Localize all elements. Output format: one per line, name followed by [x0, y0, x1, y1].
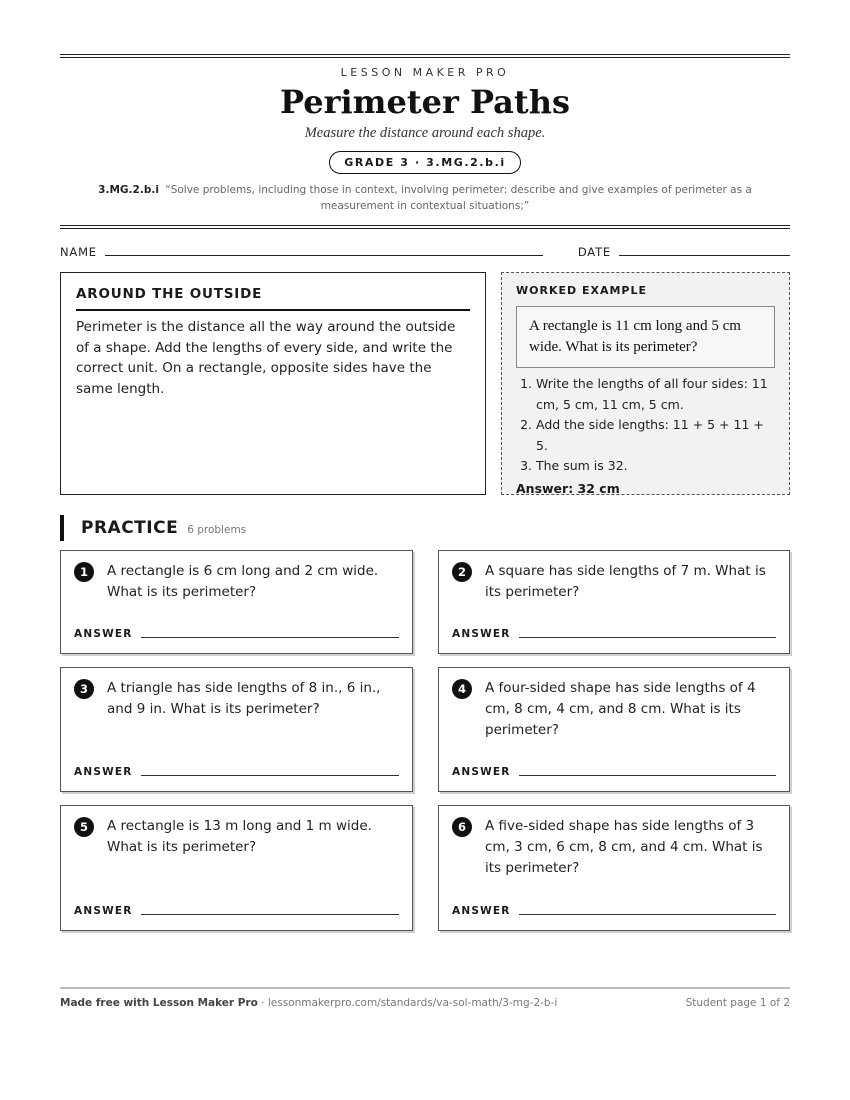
problem-card-6: [438, 805, 790, 931]
worksheet-page: [60, 54, 790, 931]
footer-credit: [60, 997, 557, 1009]
answer-label: ANSWER: [452, 905, 511, 917]
problem-number: 1: [74, 562, 94, 582]
worked-example-answer: Answer: 32 cm: [516, 480, 620, 496]
problem-card-1: [60, 550, 413, 654]
problem-text: A five-sided shape has side lengths of 3 cm, 3 cm, 6 cm, 8 cm, and 4 cm. What is its perimeter?: [485, 818, 763, 876]
standard-text: “Solve problems, including those in context, involving perimeter: describe and give examples of perimeter as a measurement in contextual situations;”: [165, 184, 752, 212]
page-footer: [60, 987, 790, 1009]
intro-section: [60, 272, 790, 495]
grade-badge: GRADE 3 · 3.MG.2.b.i: [329, 151, 521, 174]
name-label: NAME: [60, 245, 97, 259]
worked-step: 1. Write the lengths of all four sides: 11 cm, 5 cm, 11 cm, 5 cm.: [536, 374, 775, 415]
concept-box: [60, 272, 486, 495]
problem-number: 3: [74, 679, 94, 699]
answer-field[interactable]: [519, 775, 776, 776]
answer-label: ANSWER: [452, 628, 511, 640]
problem-card-3: [60, 667, 413, 792]
header-divider: [60, 225, 790, 229]
date-field[interactable]: [619, 255, 790, 256]
problem-number: 6: [452, 817, 472, 837]
answer-label: ANSWER: [74, 766, 133, 778]
worked-example-heading: WORKED EXAMPLE: [516, 284, 647, 297]
page-subtitle: Measure the distance around each shape.: [304, 125, 546, 141]
worked-example-box: [501, 272, 790, 495]
worked-step: 2. Add the side lengths: 11 + 5 + 11 + 5.: [536, 415, 775, 456]
answer-label: ANSWER: [452, 766, 511, 778]
name-field[interactable]: [105, 255, 543, 256]
practice-grid: [60, 550, 790, 931]
answer-label: ANSWER: [74, 628, 133, 640]
page-title: Perimeter Paths: [280, 83, 570, 121]
worked-example-steps: [516, 374, 775, 477]
problem-text: A triangle has side lengths of 8 in., 6 in., and 9 in. What is its perimeter?: [107, 680, 381, 717]
standard-description: [60, 182, 790, 214]
date-label: DATE: [577, 245, 611, 259]
problem-card-4: [438, 667, 790, 792]
problem-text: A square has side lengths of 7 m. What is its perimeter?: [485, 563, 766, 600]
answer-field[interactable]: [141, 637, 399, 638]
practice-header: [60, 515, 790, 541]
footer-page-number: Student page 1 of 2: [685, 997, 790, 1009]
answer-field[interactable]: [519, 914, 776, 915]
problem-number: 2: [452, 562, 472, 582]
answer-field[interactable]: [141, 775, 399, 776]
problem-count: 6 problems: [187, 524, 247, 536]
problem-number: 4: [452, 679, 472, 699]
worked-step: 3. The sum is 32.: [536, 456, 775, 477]
concept-body: Perimeter is the distance all the way around the outside of a shape. Add the lengths of every side, and write the correct unit. On a rectangle, opposite sides have the same length.: [76, 319, 456, 397]
worked-example-question: A rectangle is 11 cm long and 5 cm wide. What is its perimeter?: [516, 306, 775, 368]
footer-made-with: Made free with Lesson Maker Pro: [60, 997, 258, 1009]
brand-name: LESSON MAKER PRO: [340, 66, 510, 79]
answer-label: ANSWER: [74, 905, 133, 917]
problem-text: A rectangle is 13 m long and 1 m wide. What is its perimeter?: [107, 818, 372, 855]
footer-url: · lessonmakerpro.com/standards/va-sol-math/3-mg-2-b-i: [257, 997, 558, 1009]
name-date-row: [60, 245, 790, 259]
answer-field[interactable]: [141, 914, 399, 915]
standard-code: 3.MG.2.b.i: [98, 184, 159, 196]
problem-card-5: [60, 805, 413, 931]
problem-text: A rectangle is 6 cm long and 2 cm wide. What is its perimeter?: [107, 563, 379, 600]
worksheet-header: [60, 58, 790, 214]
practice-heading: PRACTICE: [81, 518, 179, 538]
problem-text: A four-sided shape has side lengths of 4 cm, 8 cm, 4 cm, and 8 cm. What is its perimeter?: [485, 680, 756, 738]
answer-field[interactable]: [519, 637, 776, 638]
problem-number: 5: [74, 817, 94, 837]
problem-card-2: [438, 550, 790, 654]
concept-heading: AROUND THE OUTSIDE: [76, 286, 470, 311]
